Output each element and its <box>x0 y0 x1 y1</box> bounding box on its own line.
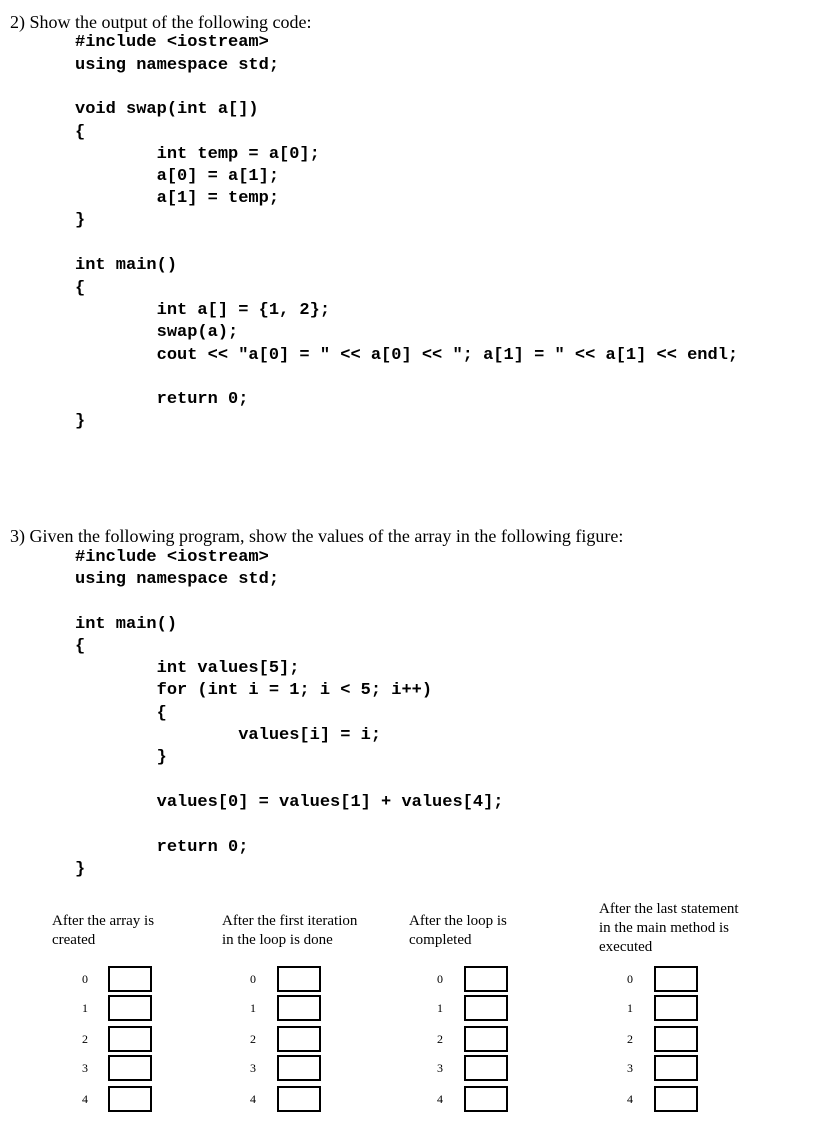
array-cell <box>108 995 152 1021</box>
array-index-label: 3 <box>627 1061 633 1075</box>
array-cell <box>464 1086 508 1112</box>
code-line: using namespace std; <box>75 570 280 589</box>
array-cell <box>108 1026 152 1052</box>
code-line: swap(a); <box>75 323 239 342</box>
code-line: int main() <box>75 256 178 275</box>
code-line: a[1] = temp; <box>75 189 280 208</box>
code-line: void swap(int a[]) <box>75 100 259 119</box>
code-line: for (int i = 1; i < 5; i++) <box>75 681 433 700</box>
code-line: using namespace std; <box>75 56 280 75</box>
array-cell <box>277 1026 321 1052</box>
code-line: values[i] = i; <box>75 726 382 745</box>
array-index-label: 1 <box>82 1001 88 1015</box>
code-line: } <box>75 748 167 767</box>
array-index-label: 1 <box>250 1001 256 1015</box>
figure-caption-line: created <box>52 932 96 948</box>
array-index-label: 0 <box>82 972 88 986</box>
figure-caption-line: completed <box>409 932 472 948</box>
code-line: cout << "a[0] = " << a[0] << "; a[1] = " << a[1] << endl; <box>75 346 739 365</box>
code-line: values[0] = values[1] + values[4]; <box>75 793 504 812</box>
array-cell <box>277 995 321 1021</box>
array-index-label: 2 <box>437 1032 443 1046</box>
code-line: int a[] = {1, 2}; <box>75 301 331 320</box>
array-index-label: 4 <box>82 1092 88 1106</box>
code-line: a[0] = a[1]; <box>75 167 280 186</box>
figure-caption-line: After the array is <box>52 913 155 929</box>
figure-caption-line: After the first iteration <box>222 913 358 929</box>
array-cell <box>464 966 508 992</box>
question-2-prompt: 2) Show the output of the following code: <box>10 12 312 32</box>
array-cell <box>108 966 152 992</box>
array-cell <box>108 1086 152 1112</box>
array-index-label: 1 <box>627 1001 633 1015</box>
array-cell <box>464 1055 508 1081</box>
code-line: return 0; <box>75 390 249 409</box>
array-index-label: 0 <box>437 972 443 986</box>
code-line: } <box>75 412 86 431</box>
figure-caption-line: After the last statement <box>599 901 739 917</box>
code-line: { <box>75 279 86 298</box>
array-cell <box>654 966 698 992</box>
figure-caption-line: executed <box>599 939 653 955</box>
array-cell <box>277 966 321 992</box>
array-cell <box>277 1055 321 1081</box>
array-index-label: 2 <box>250 1032 256 1046</box>
array-index-label: 3 <box>82 1061 88 1075</box>
figure-caption-line: in the loop is done <box>222 932 333 948</box>
code-line: } <box>75 211 86 230</box>
code-line: { <box>75 704 167 723</box>
array-cell <box>108 1055 152 1081</box>
figure-caption-line: in the main method is <box>599 920 729 936</box>
array-index-label: 4 <box>627 1092 633 1106</box>
code-line: return 0; <box>75 838 249 857</box>
array-cell <box>654 1055 698 1081</box>
array-index-label: 3 <box>250 1061 256 1075</box>
array-index-label: 2 <box>82 1032 88 1046</box>
array-index-label: 0 <box>627 972 633 986</box>
code-line: { <box>75 637 86 656</box>
array-index-label: 2 <box>627 1032 633 1046</box>
code-line: int main() <box>75 615 178 634</box>
array-index-label: 3 <box>437 1061 443 1075</box>
code-line: int temp = a[0]; <box>75 145 320 164</box>
code-line: int values[5]; <box>75 659 300 678</box>
code-line: #include <iostream> <box>75 33 269 52</box>
code-line: } <box>75 860 86 879</box>
array-cell <box>464 1026 508 1052</box>
array-cell <box>654 995 698 1021</box>
code-line: { <box>75 123 86 142</box>
array-index-label: 1 <box>437 1001 443 1015</box>
array-cell <box>654 1086 698 1112</box>
array-cell <box>464 995 508 1021</box>
question-3-prompt: 3) Given the following program, show the values of the array in the following figure: <box>10 526 624 546</box>
code-line: #include <iostream> <box>75 548 269 567</box>
figure-caption-line: After the loop is <box>409 913 507 929</box>
array-index-label: 4 <box>250 1092 256 1106</box>
array-cell <box>277 1086 321 1112</box>
array-cell <box>654 1026 698 1052</box>
array-index-label: 0 <box>250 972 256 986</box>
array-index-label: 4 <box>437 1092 443 1106</box>
